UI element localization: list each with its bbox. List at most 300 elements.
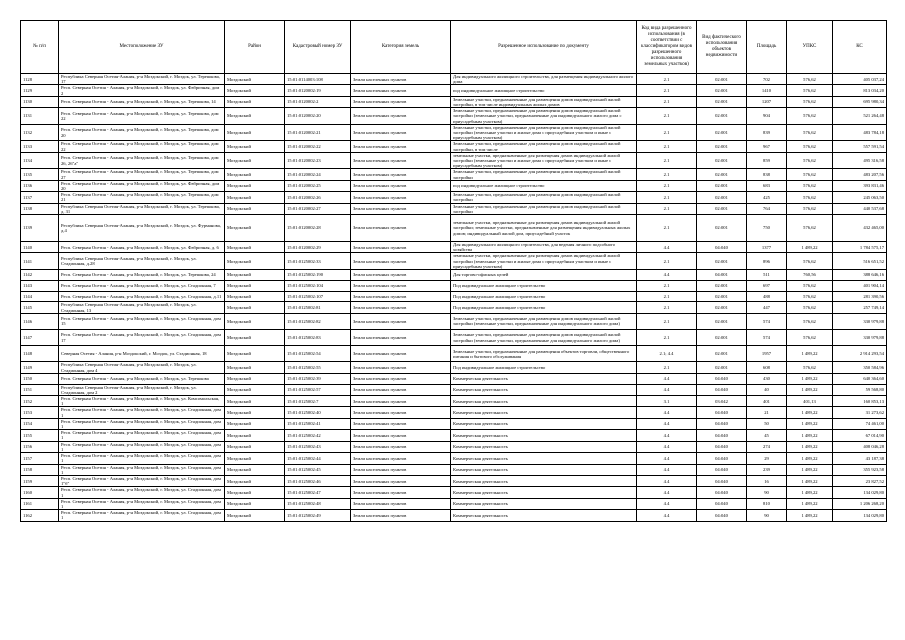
cell-col-cadastral-number: 15:01:0125002:39	[285, 373, 351, 384]
cell-col-permitted-use: Для индивидуального жилищного строительства, для размещения индивидуального жилого дома	[451, 74, 637, 85]
cell-col-cadastral-number: 15:01:0125002:83	[285, 330, 351, 346]
cell-col-use-code: 2.1	[637, 192, 697, 203]
cell-col-location: Респ. Северная Осетия - Алания, р-н Моздокский, г. Моздок, ул. Терешкова	[59, 373, 225, 384]
cell-col-land-category: Земли населенных пунктов	[351, 280, 451, 291]
cell-col-actual-use: 02:001	[697, 96, 747, 107]
cell-col-ks: 557 591,54	[833, 141, 887, 152]
cell-col-number: 1140	[21, 242, 59, 253]
cell-col-land-category: Земли населенных пунктов	[351, 291, 451, 302]
cell-col-land-category: Земли населенных пунктов	[351, 302, 451, 313]
cell-col-number: 1134	[21, 152, 59, 169]
cell-col-permitted-use: Земельные участки, предназначенные для размещения домов индивидуальной жилой застройки (земельные участки, предназначенные для индивидуального жилого дома)	[451, 330, 637, 346]
cell-col-number: 1136	[21, 180, 59, 191]
cell-col-permitted-use: Коммерческая деятельность	[451, 396, 637, 407]
cell-col-number: 1147	[21, 330, 59, 346]
cell-col-location: Респ. Северная Осетия - Алания, р-н Моздокский, г. Моздок, ул. Комсомольская, 1	[59, 396, 225, 407]
cell-col-use-code: 4.4	[637, 407, 697, 418]
header-col-number: № п/п	[21, 21, 59, 74]
header-col-use-code: Код вида разрешенного использования (в соответствии с классификатором видов разрешенного использования земельных участков)	[637, 21, 697, 74]
cell-col-cadastral-number: 15:01:0125002:45	[285, 464, 351, 475]
cell-col-upks: 1 489,22	[787, 373, 833, 384]
cell-col-cadastral-number: 15:01:0125002:49	[285, 510, 351, 521]
cell-col-district: Моздокский	[225, 85, 285, 96]
cell-col-number: 1132	[21, 124, 59, 141]
cell-col-use-code: 2.1	[637, 203, 697, 214]
cell-col-ks: 330 979,88	[833, 313, 887, 329]
cell-col-location: Респ. Северная Осетия - Алания, р-н Моздокский, г. Моздок, ул. Фабричная, дом 20	[59, 180, 225, 191]
cell-col-land-category: Земли населенных пунктов	[351, 253, 451, 270]
table-row	[21, 510, 887, 521]
table-row	[21, 487, 887, 498]
cell-col-ks: 160 853,13	[833, 396, 887, 407]
cell-col-number: 1130	[21, 96, 59, 107]
cell-col-land-category: Земли населенных пунктов	[351, 396, 451, 407]
cell-col-actual-use: 04:040	[697, 510, 747, 521]
cell-col-cadastral-number: 15:01:0125002:190	[285, 270, 351, 281]
cell-col-district: Моздокский	[225, 291, 285, 302]
cell-col-upks: 1 489,22	[787, 453, 833, 464]
cell-col-area: 40	[747, 384, 787, 395]
cell-col-ks: 405 037,24	[833, 74, 887, 85]
cell-col-district: Моздокский	[225, 242, 285, 253]
cell-col-district: Моздокский	[225, 498, 285, 509]
cell-col-number: 1155	[21, 430, 59, 441]
cell-col-district: Моздокский	[225, 464, 285, 475]
table-body	[21, 74, 887, 522]
cell-col-number: 1158	[21, 464, 59, 475]
cell-col-location: Республика Северная Осетия-Алания, р-н Моздокский, г. Моздок, ул. Терешкова, 17	[59, 74, 225, 85]
cell-col-land-category: Земли населенных пунктов	[351, 510, 451, 521]
cell-col-cadastral-number: 15:01:0125002:81	[285, 302, 351, 313]
cell-col-location: Респ. Северная Осетия - Алания, р-н Моздокский, г. Моздок, ул. Терешкова, дом 21	[59, 192, 225, 203]
cell-col-location: Северная Осетия - Алания, р-н Моздокский, г. Моздок, ул. Стадионная, 18	[59, 346, 225, 362]
cell-col-actual-use: 02:001	[697, 169, 747, 180]
cell-col-area: 859	[747, 152, 787, 169]
table-row	[21, 215, 887, 242]
table-row	[21, 441, 887, 452]
cell-col-number: 1150	[21, 373, 59, 384]
cell-col-land-category: Земли населенных пунктов	[351, 74, 451, 85]
cell-col-district: Моздокский	[225, 169, 285, 180]
cell-col-ks: 330 979,88	[833, 330, 887, 346]
cell-col-land-category: Земли населенных пунктов	[351, 487, 451, 498]
document-page	[20, 20, 886, 522]
cell-col-use-code: 4.4	[637, 384, 697, 395]
cell-col-area: 239	[747, 464, 787, 475]
cell-col-cadastral-number: 15:01:0114003:108	[285, 74, 351, 85]
cell-col-location: Респ. Северная Осетия - Алания, р-н Моздокский, г. Моздок, ул. Терешкова, дом 22	[59, 141, 225, 152]
cell-col-area: 401	[747, 396, 787, 407]
cell-col-location: Респ. Северная Осетия - Алания, р-н Моздокский, г. Моздок, ул. Терешкова, 24	[59, 270, 225, 281]
cell-col-actual-use: 02:001	[697, 346, 747, 362]
cell-col-area: 425	[747, 192, 787, 203]
cell-col-number: 1154	[21, 418, 59, 429]
cell-col-area: 574	[747, 313, 787, 329]
cell-col-permitted-use: Для торгово-офисных целей	[451, 270, 637, 281]
cell-col-permitted-use: Земельные участки, предназначенные для размещения домов индивидуальной жилой застройки (земельные участки, предназначенные для индивидуального жилого дома с приусадебным участком)	[451, 108, 637, 125]
cell-col-permitted-use: Коммерческая деятельность	[451, 475, 637, 486]
cell-col-number: 1146	[21, 313, 59, 329]
cell-col-area: 447	[747, 302, 787, 313]
cell-col-cadastral-number: 15:01:0120002:27	[285, 203, 351, 214]
cell-col-district: Моздокский	[225, 313, 285, 329]
table-row	[21, 152, 887, 169]
cell-col-use-code: 2.1	[637, 313, 697, 329]
cell-col-use-code: 4.4	[637, 464, 697, 475]
cell-col-use-code: 4.4	[637, 430, 697, 441]
cell-col-ks: 67 014,90	[833, 430, 887, 441]
table-row	[21, 373, 887, 384]
table-row	[21, 96, 887, 107]
cell-col-upks: 1 489,22	[787, 346, 833, 362]
cell-col-area: 16	[747, 475, 787, 486]
cell-col-ks: 2 914 293,54	[833, 346, 887, 362]
cell-col-area: 274	[747, 441, 787, 452]
cell-col-actual-use: 02:001	[697, 215, 747, 242]
cell-col-location: Республика Северная Осетия-Алания, р-н Моздокский, г. Моздок, ул. Стадионная, д.28	[59, 253, 225, 270]
cell-col-use-code: 3.1	[637, 396, 697, 407]
table-row	[21, 270, 887, 281]
cell-col-actual-use: 02:001	[697, 192, 747, 203]
cell-col-land-category: Земли населенных пунктов	[351, 430, 451, 441]
cell-col-location: Респ. Северная Осетия - Алания, р-н Моздокский, г. Моздок, ул. Стадионная, 7	[59, 280, 225, 291]
cell-col-land-category: Земли населенных пунктов	[351, 475, 451, 486]
cell-col-area: 810	[747, 498, 787, 509]
cell-col-use-code: 2.1	[637, 169, 697, 180]
cell-col-district: Моздокский	[225, 124, 285, 141]
cell-col-land-category: Земли населенных пунктов	[351, 441, 451, 452]
cell-col-cadastral-number: 15:01:0125002:41	[285, 418, 351, 429]
cell-col-actual-use: 02:001	[697, 85, 747, 96]
cell-col-land-category: Земли населенных пунктов	[351, 108, 451, 125]
cell-col-actual-use: 02:001	[697, 203, 747, 214]
cell-col-area: 90	[747, 487, 787, 498]
cell-col-permitted-use: Земельные участки, предназначенные для размещения домов индивидуальной жилой застройки (земельные участки и жилые дома с приусадебным участком и иные с приусадебным участком)	[451, 124, 637, 141]
cell-col-ks: 355 923,58	[833, 464, 887, 475]
cell-col-area: 29	[747, 453, 787, 464]
cell-col-permitted-use: Под индивидуальное жилищное строительство	[451, 280, 637, 291]
cell-col-location: Республика Северная Осетия-Алания, р-н Моздокский, г. Моздок, ул. Терешкова, д. 31	[59, 203, 225, 214]
cell-col-location: Респ. Северная Осетия - Алания, р-н Моздокский, г. Моздок, ул. Стадионная, дом 1	[59, 498, 225, 509]
cell-col-area: 488	[747, 291, 787, 302]
cell-col-upks: 401,13	[787, 396, 833, 407]
cell-col-upks: 576,62	[787, 152, 833, 169]
cell-col-use-code: 2.1	[637, 96, 697, 107]
cell-col-permitted-use: Коммерческая деятельность	[451, 418, 637, 429]
cell-col-cadastral-number: 15:01:0125002:44	[285, 453, 351, 464]
table-row	[21, 141, 887, 152]
cell-col-upks: 576,62	[787, 280, 833, 291]
cell-col-actual-use: 04:040	[697, 418, 747, 429]
cell-col-ks: 640 364,60	[833, 373, 887, 384]
cell-col-land-category: Земли населенных пунктов	[351, 373, 451, 384]
cell-col-cadastral-number: 15:01:0125002:107	[285, 291, 351, 302]
cell-col-area: 750	[747, 215, 787, 242]
cell-col-district: Моздокский	[225, 270, 285, 281]
cell-col-location: Республика Северная Осетия-Алания, р-н Моздокский, г. Моздок, ул. Фурманова, д.4	[59, 215, 225, 242]
cell-col-upks: 576,62	[787, 203, 833, 214]
cell-col-ks: 134 029,80	[833, 487, 887, 498]
cell-col-land-category: Земли населенных пунктов	[351, 330, 451, 346]
cell-col-upks: 1 489,22	[787, 464, 833, 475]
cell-col-location: Респ. Северная Осетия - Алания, р-н Моздокский, г. Моздок, ул. Стадионная, дом 1	[59, 430, 225, 441]
cell-col-ks: 388 646,16	[833, 270, 887, 281]
cell-col-district: Моздокский	[225, 396, 285, 407]
cell-col-location: Респ. Северная Осетия - Алания, р-н Моздокский, г. Моздок, ул. Стадионная, дом 1	[59, 418, 225, 429]
cell-col-actual-use: 04:040	[697, 464, 747, 475]
cell-col-actual-use: 02:001	[697, 74, 747, 85]
cell-col-upks: 576,62	[787, 253, 833, 270]
cell-col-upks: 576,62	[787, 330, 833, 346]
cell-col-actual-use: 04:040	[697, 407, 747, 418]
cell-col-land-category: Земли населенных пунктов	[351, 242, 451, 253]
cell-col-cadastral-number: 15:01:0125002:40	[285, 407, 351, 418]
cell-col-cadastral-number: 15:01:0120002:20	[285, 108, 351, 125]
cell-col-number: 1156	[21, 441, 59, 452]
cell-col-use-code: 2.1	[637, 330, 697, 346]
cell-col-permitted-use: Земельные участки, предназначенные для размещения домов индивидуальной жилой застройки (земельные участки, предназначенные для индивидуального жилого дома)	[451, 313, 637, 329]
cell-col-location: Республика Северная Осетия-Алания, р-н Моздокский, г. Моздок, ул. Стадионная, дом 4	[59, 362, 225, 373]
cell-col-permitted-use: Земельные участки, предназначенные для размещения домов индивидуальной жилой застройки	[451, 203, 637, 214]
cell-col-number: 1160	[21, 487, 59, 498]
cell-col-permitted-use: Земельные участки, предназначенные для размещения домов индивидуальной жилой застройки	[451, 192, 637, 203]
cell-col-district: Моздокский	[225, 203, 285, 214]
cell-col-land-category: Земли населенных пунктов	[351, 384, 451, 395]
cell-col-area: 702	[747, 74, 787, 85]
cell-col-number: 1152	[21, 396, 59, 407]
cell-col-number: 1151	[21, 384, 59, 395]
table-row	[21, 407, 887, 418]
cell-col-permitted-use: Под индивидуальное жилищное строительство	[451, 302, 637, 313]
cell-col-use-code: 4.4	[637, 498, 697, 509]
cell-col-cadastral-number: 15:01:0120002:23	[285, 152, 351, 169]
cell-col-district: Моздокский	[225, 192, 285, 203]
cell-col-land-category: Земли населенных пунктов	[351, 313, 451, 329]
table-row	[21, 418, 887, 429]
cell-col-district: Моздокский	[225, 475, 285, 486]
cell-col-use-code: 2.1	[637, 152, 697, 169]
cell-col-district: Моздокский	[225, 141, 285, 152]
cell-col-area: 1207	[747, 96, 787, 107]
cell-col-area: 50	[747, 418, 787, 429]
cell-col-number: 1137	[21, 192, 59, 203]
cell-col-land-category: Земли населенных пунктов	[351, 124, 451, 141]
table-row	[21, 313, 887, 329]
cell-col-district: Моздокский	[225, 280, 285, 291]
cell-col-permitted-use: Коммерческая деятельность	[451, 430, 637, 441]
cell-col-upks: 576,62	[787, 215, 833, 242]
cell-col-ks: 31 273,62	[833, 407, 887, 418]
cell-col-use-code: 4.4	[637, 487, 697, 498]
cell-col-district: Моздокский	[225, 108, 285, 125]
cell-col-permitted-use: Коммерческая деятельность	[451, 453, 637, 464]
cell-col-actual-use: 04:040	[697, 475, 747, 486]
cell-col-location: Республика Северная Осетия-Алания, р-н Моздокский, г. Моздок, ул. Стадионная, 13	[59, 302, 225, 313]
cell-col-location: Респ. Северная Осетия - Алания, р-н Моздокский, г. Моздок, ул. Терешкова, дом 27	[59, 169, 225, 180]
cell-col-use-code: 2.1	[637, 108, 697, 125]
cell-col-location: Респ. Северная Осетия - Алания, р-н Моздокский, г. Моздок, ул. Стадионная, дом 15	[59, 313, 225, 329]
cell-col-upks: 576,62	[787, 74, 833, 85]
cell-col-location: Республика Северная Осетия-Алания, р-н Моздокский, г. Моздок, ул. Стадионная, дом 2	[59, 384, 225, 395]
cell-col-permitted-use: Земельные участки, предназначенные для размещения домов индивидуальной жилой застройки, в том числе	[451, 141, 637, 152]
table-row	[21, 203, 887, 214]
cell-col-ks: 43 187,38	[833, 453, 887, 464]
cell-col-actual-use: 02:001	[697, 108, 747, 125]
cell-col-use-code: 2.1	[637, 280, 697, 291]
cell-col-area: 90	[747, 510, 787, 521]
cell-col-area: 1410	[747, 85, 787, 96]
cell-col-district: Моздокский	[225, 373, 285, 384]
cell-col-location: Респ. Северная Осетия - Алания, р-н Моздокский, г. Моздок, ул. Терешкова, 14	[59, 96, 225, 107]
cell-col-use-code: 2.1	[637, 302, 697, 313]
cell-col-upks: 576,62	[787, 124, 833, 141]
cell-col-permitted-use: Земельные участки, предназначенные для размещения объектов торговли, общественного питания и бытового обслуживания	[451, 346, 637, 362]
cell-col-actual-use: 04:040	[697, 441, 747, 452]
cell-col-upks: 1 489,22	[787, 407, 833, 418]
cell-col-upks: 1 489,22	[787, 242, 833, 253]
cell-col-use-code: 2.1	[637, 124, 697, 141]
cell-col-land-category: Земли населенных пунктов	[351, 270, 451, 281]
cell-col-actual-use: 02:001	[697, 313, 747, 329]
cell-col-cadastral-number: 15:01:0125002:47	[285, 487, 351, 498]
cell-col-ks: 59 568,80	[833, 384, 887, 395]
header-col-cadastral-number: Кадастровый номер ЗУ	[285, 21, 351, 74]
cell-col-actual-use: 02:001	[697, 152, 747, 169]
cell-col-land-category: Земли населенных пунктов	[351, 85, 451, 96]
cell-col-location: Респ. Северная Осетия - Алания, р-н Моздокский, г. Моздок, ул. Стадионная, дом 1	[59, 453, 225, 464]
cell-col-cadastral-number: 15:01:0120002:24	[285, 169, 351, 180]
table-row	[21, 430, 887, 441]
cell-col-district: Моздокский	[225, 152, 285, 169]
cell-col-cadastral-number: 15:01:0125002:55	[285, 362, 351, 373]
table-row	[21, 124, 887, 141]
cell-col-permitted-use: Под индивидуальное жилищное строительство	[451, 362, 637, 373]
cell-col-district: Моздокский	[225, 453, 285, 464]
cell-col-actual-use: 02:001	[697, 180, 747, 191]
cell-col-ks: 23 827,52	[833, 475, 887, 486]
table-row	[21, 464, 887, 475]
cell-col-ks: 495 316,58	[833, 152, 887, 169]
table-row	[21, 453, 887, 464]
cell-col-district: Моздокский	[225, 346, 285, 362]
cell-col-district: Моздокский	[225, 253, 285, 270]
cell-col-actual-use: 04:040	[697, 242, 747, 253]
cell-col-district: Моздокский	[225, 487, 285, 498]
cell-col-permitted-use: Коммерческая деятельность	[451, 384, 637, 395]
cell-col-cadastral-number: 15:01:0120002:19	[285, 85, 351, 96]
cell-col-cadastral-number: 15:01:0125002:7	[285, 396, 351, 407]
table-row	[21, 280, 887, 291]
cell-col-permitted-use: Коммерческая деятельность	[451, 487, 637, 498]
cell-col-upks: 1 489,22	[787, 510, 833, 521]
cell-col-land-category: Земли населенных пунктов	[351, 215, 451, 242]
cell-col-number: 1135	[21, 169, 59, 180]
cell-col-upks: 1 489,22	[787, 475, 833, 486]
cell-col-number: 1145	[21, 302, 59, 313]
cell-col-upks: 576,62	[787, 313, 833, 329]
cell-col-area: 967	[747, 141, 787, 152]
cell-col-permitted-use: Под индивидуальное жилищное строительство	[451, 291, 637, 302]
cell-col-location: Респ. Северная Осетия - Алания, р-н Моздокский, г. Моздок, ул. Стадионная, дом 1	[59, 407, 225, 418]
table-row	[21, 242, 887, 253]
cell-col-area: 764	[747, 203, 787, 214]
cell-col-permitted-use: Коммерческая деятельность	[451, 373, 637, 384]
cell-col-permitted-use: земельные участки, предназначенные для размещения домов индивидуальной жилой застройки (земельные участки и жилые дома с приусадебным участком и иные с приусадебным участком)	[451, 152, 637, 169]
cell-col-permitted-use: под индивидуальное жилищное строительство	[451, 180, 637, 191]
cell-col-ks: 483 784,18	[833, 124, 887, 141]
cell-col-use-code: 4.4	[637, 242, 697, 253]
cell-col-land-category: Земли населенных пунктов	[351, 464, 451, 475]
cell-col-number: 1157	[21, 453, 59, 464]
cell-col-district: Моздокский	[225, 74, 285, 85]
cell-col-upks: 576,62	[787, 96, 833, 107]
cell-col-upks: 1 489,22	[787, 441, 833, 452]
cell-col-actual-use: 04:001	[697, 270, 747, 281]
header-col-location: Местоположение ЗУ	[59, 21, 225, 74]
cell-col-upks: 1 489,22	[787, 384, 833, 395]
cell-col-area: 21	[747, 407, 787, 418]
cell-col-land-category: Земли населенных пунктов	[351, 180, 451, 191]
cell-col-use-code: 2.1	[637, 85, 697, 96]
cell-col-ks: 521 264,48	[833, 108, 887, 125]
cell-col-use-code: 4.4	[637, 475, 697, 486]
cell-col-ks: 74 461,00	[833, 418, 887, 429]
table-row	[21, 108, 887, 125]
cell-col-cadastral-number: 15:01:0125002:43	[285, 441, 351, 452]
cell-col-ks: 281 390,56	[833, 291, 887, 302]
cell-col-permitted-use: Для индивидуального жилищного строительства, для ведения личного подсобного хозяйства	[451, 242, 637, 253]
cell-col-actual-use: 03:042	[697, 396, 747, 407]
cell-col-upks: 1 489,22	[787, 418, 833, 429]
cell-col-actual-use: 02:001	[697, 124, 747, 141]
cell-col-district: Моздокский	[225, 330, 285, 346]
cell-col-land-category: Земли населенных пунктов	[351, 407, 451, 418]
cell-col-cadastral-number: 15:01:0125002:46	[285, 475, 351, 486]
cell-col-use-code: 4.4	[637, 373, 697, 384]
table-row	[21, 384, 887, 395]
cell-col-number: 1141	[21, 253, 59, 270]
cell-col-number: 1159	[21, 475, 59, 486]
cell-col-actual-use: 02:001	[697, 330, 747, 346]
cell-col-location: Респ. Северная Осетия - Алания, р-н Моздокский, г. Моздок, ул. Терешкова, дом 26, 26"а"	[59, 152, 225, 169]
cell-col-actual-use: 04:040	[697, 384, 747, 395]
table-header-row	[21, 21, 887, 74]
cell-col-land-category: Земли населенных пунктов	[351, 203, 451, 214]
land-plots-table	[20, 20, 887, 522]
table-row	[21, 180, 887, 191]
cell-col-area: 839	[747, 124, 787, 141]
cell-col-ks: 393 831,46	[833, 180, 887, 191]
cell-col-upks: 576,62	[787, 85, 833, 96]
table-row	[21, 498, 887, 509]
cell-col-ks: 813 034,20	[833, 85, 887, 96]
cell-col-actual-use: 02:001	[697, 280, 747, 291]
cell-col-ks: 401 904,14	[833, 280, 887, 291]
cell-col-number: 1131	[21, 108, 59, 125]
cell-col-location: Респ. Северная Осетия - Алания, р-н Моздокский, г. Моздок, ул. Терешкова, дом 20	[59, 124, 225, 141]
cell-col-actual-use: 02:001	[697, 302, 747, 313]
cell-col-area: 896	[747, 253, 787, 270]
cell-col-use-code: 4.4	[637, 418, 697, 429]
cell-col-upks: 576,62	[787, 291, 833, 302]
cell-col-upks: 576,62	[787, 141, 833, 152]
cell-col-land-category: Земли населенных пунктов	[351, 192, 451, 203]
cell-col-permitted-use: земельные участки, предназначенные для размещения домов индивидуальной жилой застройки (земельные участки и жилые дома с приусадебным участком и иные с приусадебным участком)	[451, 253, 637, 270]
cell-col-permitted-use: земельные участки, предназначенные для размещения домов индивидуальной жилой застройки; земельные участки, предназначенные для размещения индивидуальных жилых домов; индивидуальный жилой дом, приусадебный участок	[451, 215, 637, 242]
cell-col-cadastral-number: 15:01:0125002:42	[285, 430, 351, 441]
cell-col-ks: 245 063,50	[833, 192, 887, 203]
cell-col-use-code: 2.1	[637, 362, 697, 373]
